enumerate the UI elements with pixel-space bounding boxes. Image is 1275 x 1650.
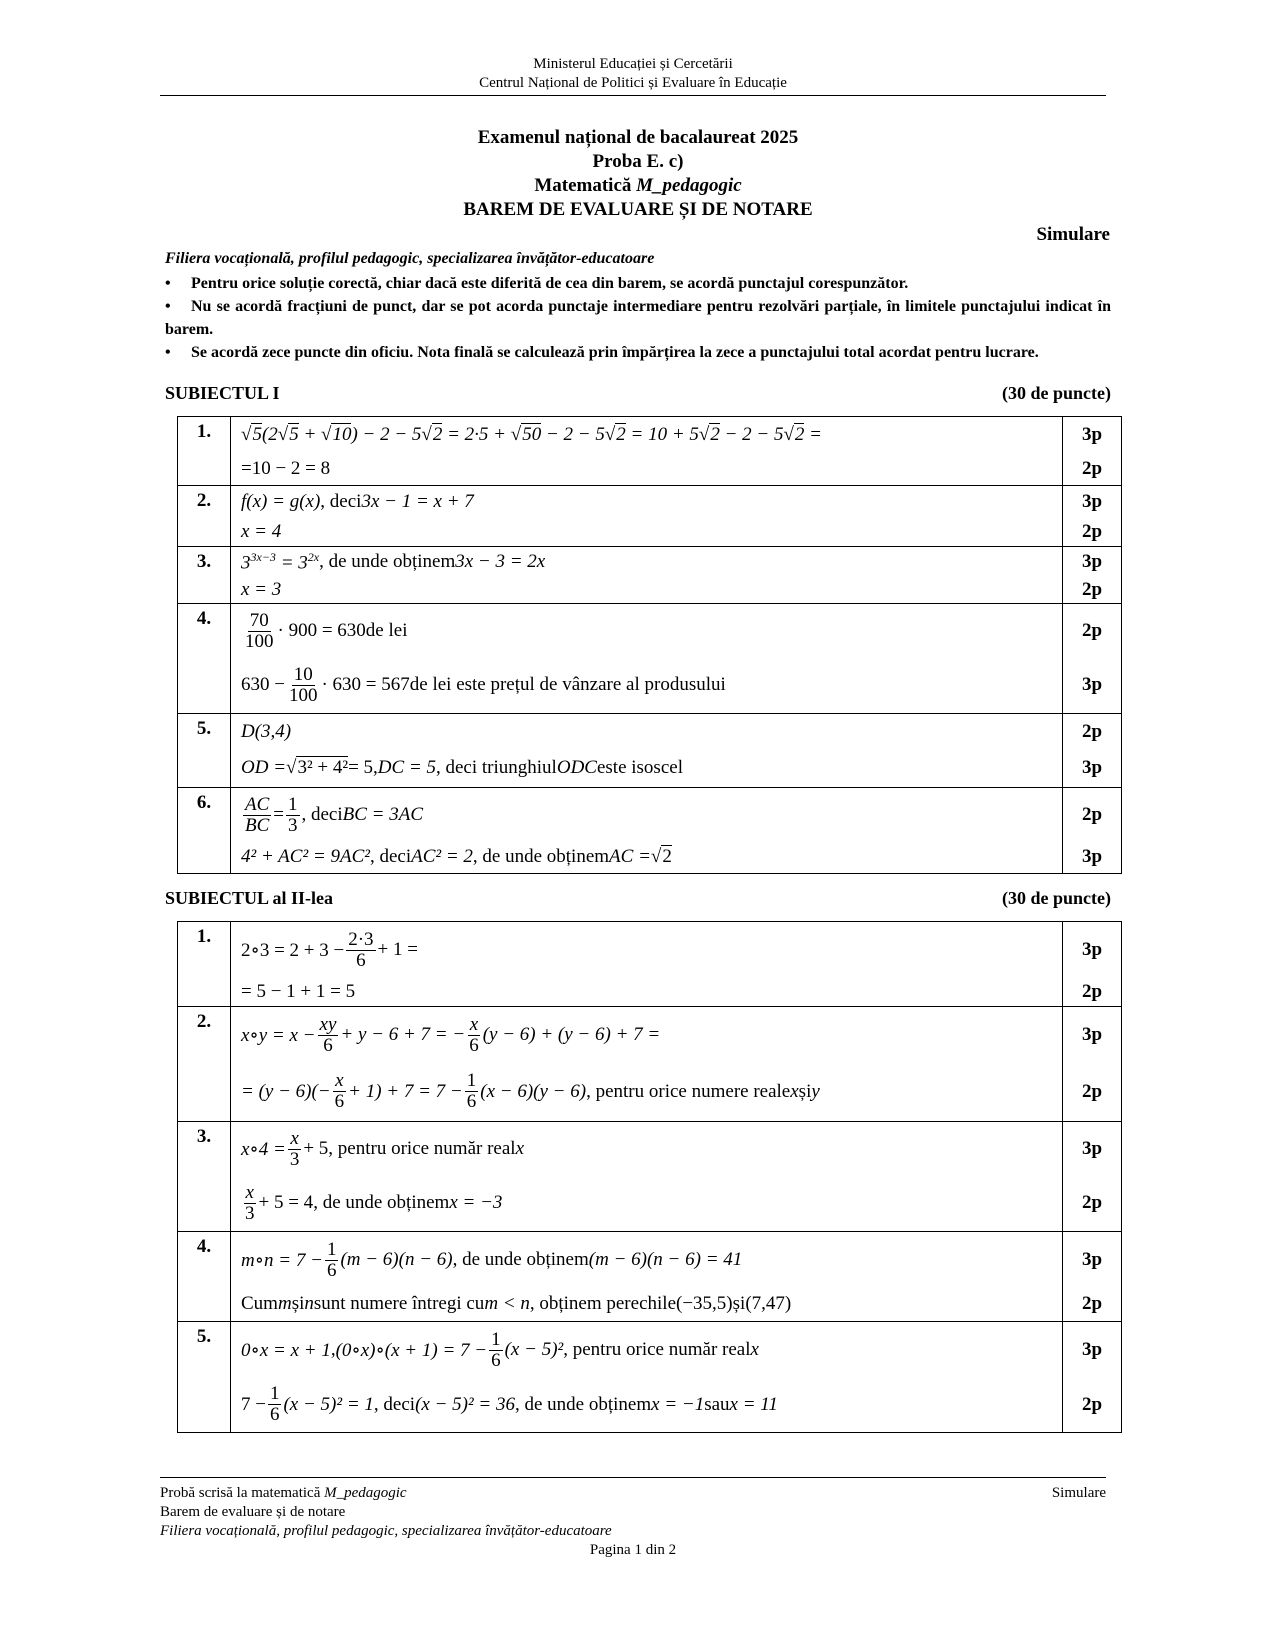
solution-line: f(x) = g(x) , deci 3x − 1 = x + 7 xyxy=(241,491,474,512)
item-points: 3p 2p xyxy=(1063,547,1122,604)
solution-line: x∘y = x − $\frac{xy}{6}$ + y − 6 + 7 = − $\frac{x}{6}$ (y − 6) + (y − 6) + 7 = xyxy=(241,1013,661,1056)
item-points: 2p 3p xyxy=(1063,604,1122,714)
table-row xyxy=(178,486,1122,547)
solution-line: $3^{3x-3} = 3^{2x}$ , de unde obținem 3x − 3 = 2x xyxy=(241,549,546,574)
solution-line: OD = √3² + 4² = 5 , DC = 5 , deci triunghiul ODC este isoscel xyxy=(241,757,683,778)
solution-line: AC BC = 1 3 , deci BC = 3AC xyxy=(245,793,424,836)
solution-line: 630 − $\frac{10}{100}$ · 630 = 567 de lei este prețul de vânzare al produsului xyxy=(241,663,726,706)
item-solution xyxy=(231,922,1063,1007)
item-number: 3. xyxy=(178,1122,231,1232)
solution-line: x∘4 = $\frac{x}{3}$ + 5 , pentru orice număr real x xyxy=(241,1127,525,1170)
footer-divider xyxy=(160,1477,1106,1478)
item-number: 5. xyxy=(178,714,231,788)
bullet-icon: • xyxy=(165,275,171,292)
page-footer xyxy=(160,1484,1106,1560)
document-title xyxy=(160,126,1116,222)
subject1-title: SUBIECTUL I xyxy=(165,383,280,403)
item-number: 5. xyxy=(178,1322,231,1433)
item-number: 1. xyxy=(178,417,231,486)
bullet-icon: • xyxy=(165,344,171,361)
item-number: 3. xyxy=(178,547,231,604)
subject2-heading xyxy=(165,888,1111,909)
solution-line: √5(2√5 + √10) − 2 − 5√2 = 2·5 + √50 − 2 − 5√2 = 10 + 5√2 − 2 − 5√2 = xyxy=(241,424,822,445)
item-points: 3p 2p xyxy=(1063,417,1122,486)
solution-line: x = 3 xyxy=(241,578,282,600)
exam-name: Examenul național de bacalaureat 2025 xyxy=(477,127,799,148)
solution-line: = 5 − 1 + 1 = 5 xyxy=(241,980,356,1002)
item-solution xyxy=(231,788,1063,874)
filiera-text: Filiera vocațională, profilul pedagogic, specializarea învățător-educatoare xyxy=(165,250,655,267)
table-row xyxy=(178,417,1122,486)
item-number: 4. xyxy=(178,604,231,714)
proba-name: Proba E. c) xyxy=(592,151,684,172)
solution-line: 4² + AC² = 9AC² , deci AC² = 2 , de unde obținem AC = √2 xyxy=(241,846,672,867)
item-solution xyxy=(231,604,1063,714)
solution-line: 7 − $\frac{1}{6}$ (x − 5)² = 1 , deci (x − 5)² = 36 , de unde obținem x = −1 sau x = 11 xyxy=(241,1383,778,1425)
footer-simulare: Simulare xyxy=(1051,1485,1106,1501)
solution-line: =10 − 2 = 8 xyxy=(241,457,331,479)
table-row xyxy=(178,922,1122,1007)
solution-line: x 3 + 5 = 4 , de unde obținem x = −3 xyxy=(245,1181,503,1224)
solution-line: 70 100 · 900 = 630 de lei xyxy=(245,609,408,652)
item-points: 3p 2p xyxy=(1063,922,1122,1007)
table-row xyxy=(178,604,1122,714)
subject1-points: (30 de puncte) xyxy=(1002,383,1111,403)
item-number: 6. xyxy=(178,788,231,874)
item-solution xyxy=(231,1122,1063,1232)
table-row xyxy=(178,788,1122,874)
subject2-title: SUBIECTUL al II-lea xyxy=(165,888,334,908)
item-points: 3p 2p xyxy=(1063,1232,1122,1322)
table-row xyxy=(178,1232,1122,1322)
item-points: 2p 3p xyxy=(1063,714,1122,788)
item-solution xyxy=(231,417,1063,486)
header-divider xyxy=(160,95,1106,96)
footer-line1: Probă scrisă la matematică M_pedagogic xyxy=(160,1485,407,1501)
table-row xyxy=(178,547,1122,604)
item-number: 1. xyxy=(178,922,231,1007)
table-row xyxy=(178,1007,1122,1122)
solution-line: x = 4 xyxy=(241,520,282,542)
center-name: Centrul Național de Politici și Evaluare în Educație xyxy=(479,75,787,91)
subject2-table xyxy=(177,921,1122,1433)
solution-line: m∘n = 7 − $\frac{1}{6}$ (m − 6)(n − 6) , de unde obținem (m − 6)(n − 6) = 41 xyxy=(241,1238,743,1281)
footer-line3: Filiera vocațională, profilul pedagogic, specializarea învățător-educatoare xyxy=(160,1523,612,1539)
table-row xyxy=(178,1122,1122,1232)
solution-line: = (y − 6)(− $\frac{x}{6}$ + 1) + 7 = 7 − $\frac{1}{6}$ (x − 6)(y − 6) , pentru orice numere reale x și y xyxy=(241,1070,820,1112)
solution-line: Cum m și n sunt numere întregi cu m < n , obținem perechile (−35,5) și (7,47) xyxy=(241,1293,792,1314)
item-points: 3p 2p xyxy=(1063,1122,1122,1232)
item-solution xyxy=(231,547,1063,604)
subject2-points: (30 de puncte) xyxy=(1002,888,1111,908)
rule-item: • Pentru orice soluție corectă, chiar dacă este diferită de cea din barem, se acordă punctajul corespunzător. xyxy=(165,272,1111,295)
item-solution xyxy=(231,1232,1063,1322)
table-row xyxy=(178,1322,1122,1433)
item-solution xyxy=(231,714,1063,788)
solution-line: D(3,4) xyxy=(241,721,292,742)
item-solution xyxy=(231,486,1063,547)
item-points: 3p 2p xyxy=(1063,1322,1122,1433)
item-points: 3p 2p xyxy=(1063,486,1122,547)
item-solution xyxy=(231,1007,1063,1122)
item-solution xyxy=(231,1322,1063,1433)
grading-rules xyxy=(165,272,1111,364)
subject1-heading xyxy=(165,383,1111,404)
simulare-label: Simulare xyxy=(1036,224,1110,245)
item-number: 2. xyxy=(178,1007,231,1122)
footer-line2: Barem de evaluare și de notare xyxy=(160,1504,346,1520)
item-points: 2p 3p xyxy=(1063,788,1122,874)
item-number: 4. xyxy=(178,1232,231,1322)
ministry-header xyxy=(160,55,1106,93)
bullet-icon: • xyxy=(165,298,171,315)
item-points: 3p 2p xyxy=(1063,1007,1122,1122)
subject-name: Matematică M_pedagogic xyxy=(534,175,742,196)
item-number: 2. xyxy=(178,486,231,547)
solution-line: 0∘x = x + 1 , (0∘x)∘(x + 1) = 7 − $\frac{1}{6}$ (x − 5)² , pentru orice număr real x xyxy=(241,1328,759,1371)
barem-title: BAREM DE EVALUARE ȘI DE NOTARE xyxy=(463,199,813,220)
ministry-name: Ministerul Educației și Cercetării xyxy=(533,56,733,72)
solution-line: 2∘3 = 2 + 3 − $\frac{2\cdot 3}{6}$ + 1 = xyxy=(241,928,418,971)
rule-item: • Nu se acordă fracțiuni de punct, dar se pot acorda punctaje intermediare pentru rezolvări parțiale, în limitele punctajului indicat în barem. xyxy=(165,295,1111,341)
page-number: Pagina 1 din 2 xyxy=(589,1542,677,1558)
table-row xyxy=(178,714,1122,788)
rule-item: • Se acordă zece puncte din oficiu. Nota finală se calculează prin împărțirea la zece a punctajului total acordat pentru lucrare. xyxy=(165,341,1111,364)
subject1-table xyxy=(177,416,1122,874)
